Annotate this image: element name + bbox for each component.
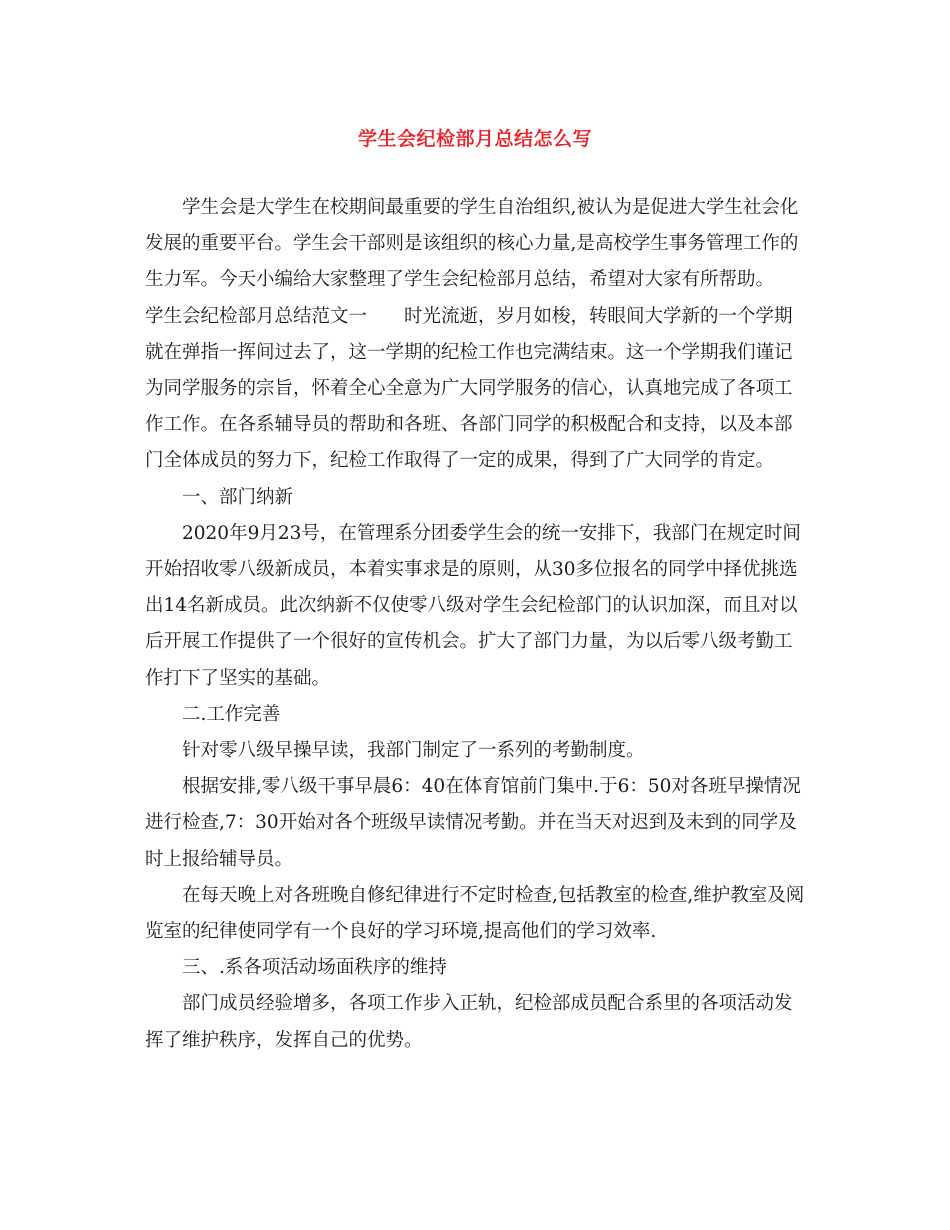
paragraph-evening-check: 在每天晚上对各班晚自修纪律进行不定时检查,包括教室的检查,维护教室及阅览室的纪律使同学有一个良好的学习环境,提高他们的学习效率.: [145, 884, 805, 943]
section-heading-activity-order: 三、.系各项活动场面秩序的维持: [182, 957, 447, 979]
paragraph-morning-schedule: 根据安排,零八级干事早晨6：40在体育馆前门集中.于6：50对各班早操情况进行检查,7：30开始对各个班级早读情况考勤。并在当天对迟到及未到的同学及时上报给辅导员。: [145, 776, 801, 870]
paragraph-attendance-system: 针对零八级早操早读，我部门制定了一系列的考勤制度。: [182, 740, 645, 762]
paragraph-intro: 学生会是大学生在校期间最重要的学生自治组织,被认为是促进大学生社会化发展的重要平台。学生会干部则是该组织的核心力量,是高校学生事务管理工作的生力军。今天小编给大家整理了学生会纪检部月总结，希望对大家有所帮助。: [145, 197, 799, 291]
paragraph-recruitment: 2020年9月23号，在管理系分团委学生会的统一安排下，我部门在规定时间开始招收零八级新成员，本着实事求是的原则，从30多位报名的同学中择优挑选出14名新成员。此次纳新不仅使零八级对学生会纪检部门的认识加深，而且对以后开展工作提供了一个很好的宣传机会。扩大了部门力量，为以后零八级考勤工作打下了坚实的基础。: [145, 522, 801, 689]
section-heading-recruitment: 一、部门纳新: [182, 486, 294, 508]
paragraph-sample-one: 学生会纪检部月总结范文一 时光流逝，岁月如梭，转眼间大学新的一个学期就在弹指一挥间过去了，这一学期的纪检工作也完满结束。这一个学期我们谨记为同学服务的宗旨，怀着全心全意为广大同学服务的信心，认真地完成了各项工作工作。在各系辅导员的帮助和各班、各部门同学的积极配合和支持，以及本部门全体成员的努力下，纪检工作取得了一定的成果，得到了广大同学的肯定。: [145, 305, 793, 472]
section-heading-work-improvement: 二.工作完善: [182, 703, 281, 725]
document-body: [145, 190, 805, 1059]
paragraph-activity-order: 部门成员经验增多，各项工作步入正轨，纪检部成员配合系里的各项活动发挥了维护秩序，发挥自己的优势。: [145, 993, 793, 1051]
document-title: 学生会纪检部月总结怎么写: [357, 128, 592, 150]
